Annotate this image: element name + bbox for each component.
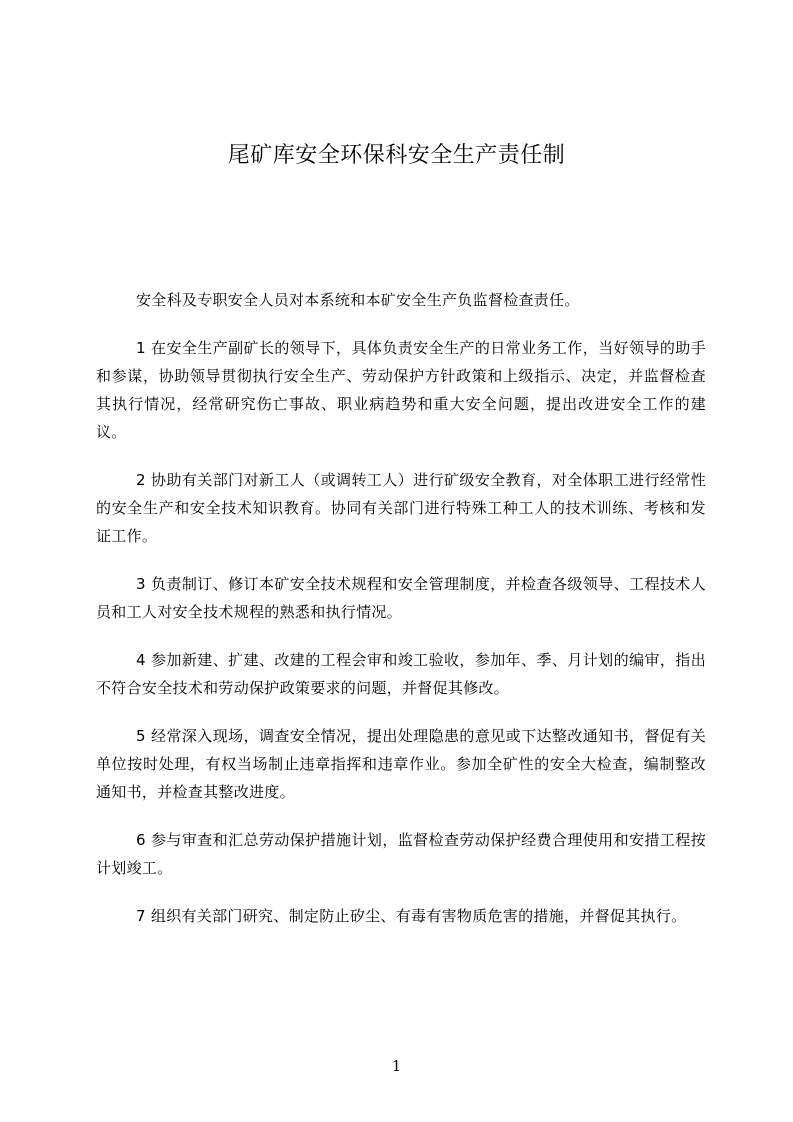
responsibility-item-5: 5 经常深入现场，调查安全情况，提出处理隐患的意见或下达整改通知书，督促有关单位按时处理，有权当场制止违章指挥和违章作业。参加全矿性的安全大检查，编制整改通知书，并检查其整改进度。 <box>96 727 706 801</box>
responsibility-item-4: 4 参加新建、扩建、改建的工程会审和竣工验收，参加年、季、月计划的编审，指出不符合安全技术和劳动保护政策要求的问题，并督促其修改。 <box>96 651 706 697</box>
document-body <box>96 286 706 950</box>
responsibility-item-7: 7 组织有关部门研究、制定防止矽尘、有毒有害物质危害的措施，并督促其执行。 <box>136 907 687 925</box>
responsibility-item-6: 6 参与审查和汇总劳动保护措施计划，监督检查劳动保护经费合理使用和安措工程按计划竣工。 <box>96 831 706 877</box>
responsibility-item-3: 3 负责制订、修订本矿安全技术规程和安全管理制度，并检查各级领导、工程技术人员和工人对安全技术规程的熟悉和执行情况。 <box>96 575 706 621</box>
responsibility-item-1: 1 在安全生产副矿长的领导下，具体负责安全生产的日常业务工作，当好领导的助手和参谋，协助领导贯彻执行安全生产、劳动保护方针政策和上级指示、决定，并监督检查其执行情况，经常研究伤亡事故、职业病趋势和重大安全问题，提出改进安全工作的建议。 <box>96 339 706 441</box>
intro-paragraph: 安全科及专职安全人员对本系统和本矿安全生产负监督检查责任。 <box>136 291 580 309</box>
responsibility-item-2: 2 协助有关部门对新工人（或调转工人）进行矿级安全教育，对全体职工进行经常性的安全生产和安全技术知识教育。协同有关部门进行特殊工种工人的技术训练、考核和发证工作。 <box>96 471 706 545</box>
page-number: 1 <box>391 1057 402 1075</box>
document-title: 尾矿库安全环保科安全生产责任制 <box>227 143 566 168</box>
